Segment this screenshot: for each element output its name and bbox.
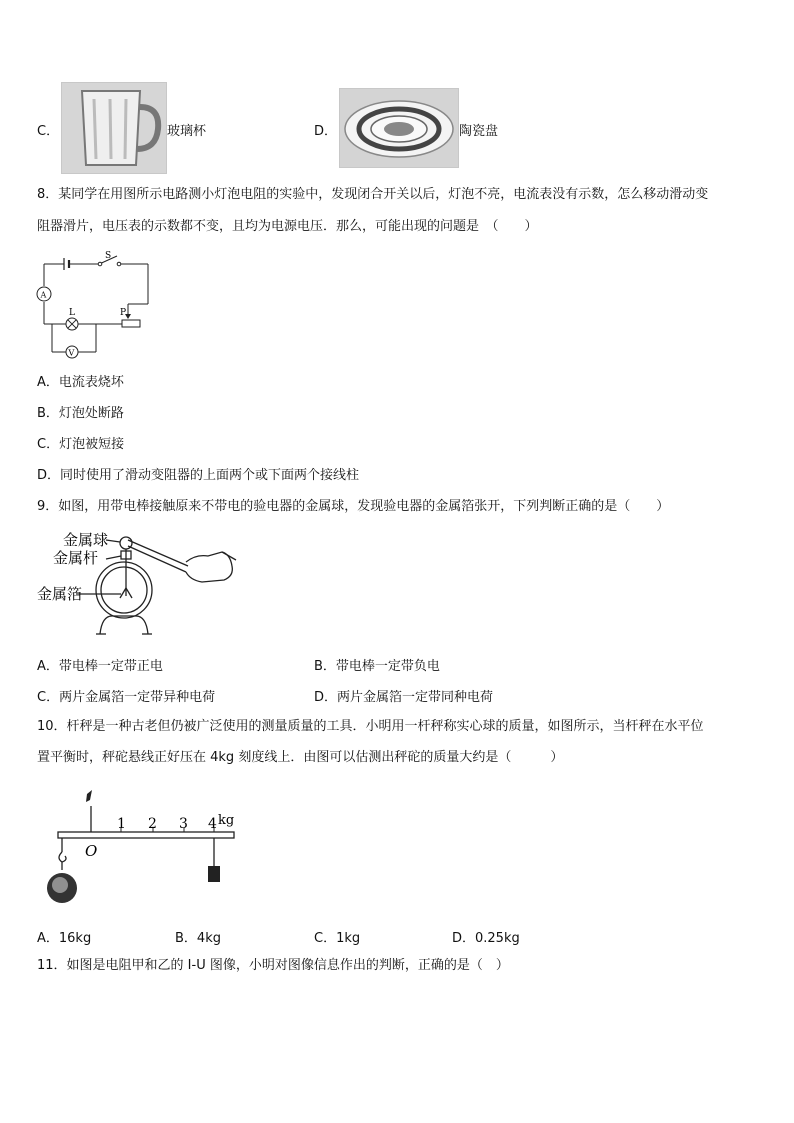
foil-label: 金属箔 <box>37 585 83 603</box>
unit-label: kg <box>218 813 235 828</box>
q9-option-c: C．两片金属箔一定带异种电荷 <box>37 690 216 705</box>
q8-circuit-diagram <box>32 248 156 362</box>
ball-label: 金属球 <box>63 531 109 549</box>
q8-stem-line2: 阻器滑片，电压表的示数都不变，且均为电源电压．那么，可能出现的问题是 （ ） <box>37 219 538 234</box>
rod-label: 金属杆 <box>53 549 99 567</box>
hanging-hook-icon <box>86 790 92 802</box>
ceramic-plate-icon <box>340 89 458 167</box>
q8-option-c: C．灯泡被短接 <box>37 437 125 452</box>
switch-label: S <box>105 251 112 261</box>
q10-stem-line1: 10．杆秤是一种古老但仍被广泛使用的测量质量的工具．小明用一杆秤称实心球的质量，如图所示，当杆秤在水平位 <box>37 719 704 734</box>
q10-option-d: D．0.25kg <box>452 931 520 946</box>
pivot-label: O <box>85 842 98 860</box>
ammeter-label: A <box>40 290 47 300</box>
q9-option-b: B．带电棒一定带负电 <box>314 659 440 674</box>
glass-cup-icon <box>62 83 166 173</box>
q9-electroscope-diagram <box>36 526 240 640</box>
lamp-label: L <box>69 308 75 318</box>
tick-4: 4 <box>208 816 217 832</box>
q8-option-d: D．同时使用了滑动变阻器的上面两个或下面两个接线柱 <box>37 468 360 483</box>
q7-option-d-letter: D． <box>314 124 338 139</box>
tick-3: 3 <box>179 816 188 832</box>
ceramic-plate-image <box>339 88 459 168</box>
slider-label: P <box>120 308 127 318</box>
q11-stem: 11．如图是电阻甲和乙的 I-U 图像，小明对图像信息作出的判断，正确的是（ ） <box>37 958 509 973</box>
q10-option-c: C．1kg <box>314 931 361 946</box>
q10-stem-line2: 置平衡时，秤砣悬线正好压在 4kg 刻度线上．由图可以估测出秤砣的质量大约是（ ） <box>37 750 564 765</box>
q7-option-d-text: 陶瓷盘 <box>459 124 499 139</box>
q10-steelyard-diagram <box>40 788 240 906</box>
q9-stem: 9．如图，用带电棒接触原来不带电的验电器的金属球，发现验电器的金属箔张开，下列判断正确的是（ ） <box>37 499 670 514</box>
tick-2: 2 <box>148 816 157 832</box>
voltmeter-label: V <box>68 348 75 358</box>
q8-option-a: A．电流表烧坏 <box>37 375 124 390</box>
counterweight-icon <box>208 866 220 882</box>
q7-option-c-text: 玻璃杯 <box>167 124 207 139</box>
q7-option-c-letter: C． <box>37 124 60 139</box>
q8-option-b: B．灯泡处断路 <box>37 406 124 421</box>
tick-1: 1 <box>117 816 126 832</box>
q10-option-a: A．16kg <box>37 931 92 946</box>
q8-stem-line1: 8．某同学在用图所示电路测小灯泡电阻的实验中，发现闭合开关以后，灯泡不亮，电流表没有示数，怎么移动滑动变 <box>37 187 709 202</box>
q9-option-a: A．带电棒一定带正电 <box>37 659 163 674</box>
glass-cup-image <box>61 82 167 174</box>
q9-option-d: D．两片金属箔一定带同种电荷 <box>314 690 494 705</box>
q10-option-b: B．4kg <box>175 931 221 946</box>
